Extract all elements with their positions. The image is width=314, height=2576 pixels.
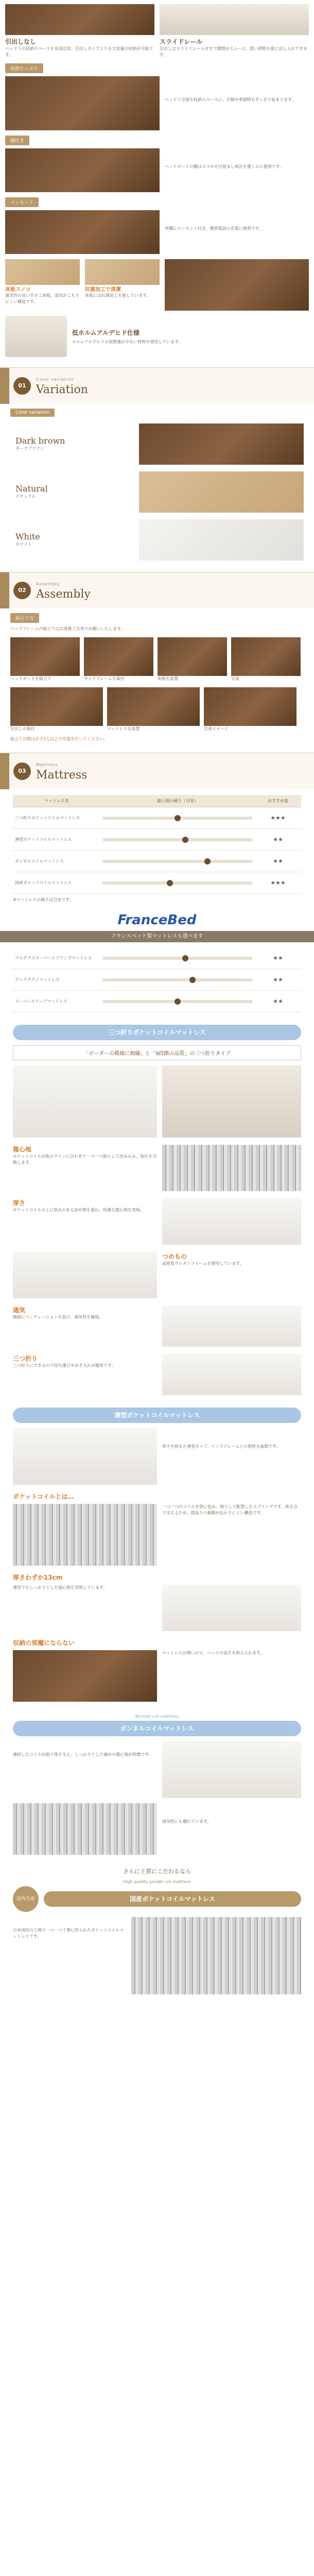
- storage-fit-photo: [13, 1650, 157, 1702]
- trifold-photo-room: [162, 1065, 301, 1138]
- assembly-step-photo: [10, 687, 103, 726]
- mattress-name: 三つ折りポケットコイルマットレス: [13, 807, 100, 829]
- trifold-point-title: つめもの: [162, 1253, 187, 1260]
- firmness-cell: [100, 829, 255, 851]
- domestic-badge: 国内生産: [13, 1886, 39, 1912]
- firmness-cell: [100, 807, 255, 829]
- feature-text-5: 宮棚にコンセント付き。携帯電話の充電に便利です。: [165, 226, 264, 231]
- firmness-marker: [182, 955, 188, 961]
- color-name-jp: ナチュラル: [15, 494, 36, 499]
- mattress-name: スーパースリープマットレス: [13, 991, 100, 1012]
- rating-stars: ★★★: [255, 807, 301, 829]
- feature-photo-8: [165, 259, 309, 311]
- firmness-marker: [204, 858, 211, 865]
- feature-photo-7: [85, 259, 160, 285]
- assembly-step-photo: [231, 637, 301, 676]
- trifold-point-text: ポケットコイルの上に厚みのある詰め物を重ね、快適な寝心地を実現。: [13, 1208, 145, 1212]
- side-tab: [0, 368, 9, 404]
- feature-text-4: ヘッドボードの棚はスマホや目覚まし時計を置くのに便利です。: [165, 164, 284, 169]
- section-number: 02: [13, 582, 31, 599]
- trifold-point-text: 三つ折りにできるので持ち運びやお手入れが簡単です。: [13, 1363, 116, 1368]
- rating-stars: ★★: [255, 851, 301, 872]
- thickness-photo: [162, 1585, 301, 1631]
- domestic-photo: [131, 1917, 301, 1994]
- feature-text-2: 引出しはスライドレール付きで開閉がスムーズ。重い荷物も楽に出し入れできます。: [160, 46, 308, 57]
- rating-stars: ★★: [255, 969, 301, 991]
- trifold-banner: 三つ折りポケットコイルマットレス: [13, 1025, 301, 1040]
- trifold-point-text: ポケットコイルが体のラインに合わせて一つ一つ独立して沈み込み、体圧を分散します。: [13, 1154, 157, 1165]
- table-row: [13, 851, 301, 872]
- francebed-logo: FranceBed: [117, 912, 197, 928]
- mattress-table: [13, 795, 301, 894]
- table-row: [13, 969, 301, 991]
- assembly-step: [107, 687, 200, 732]
- assembly-step: [10, 637, 80, 682]
- feature-title-7: 抗菌加工で清潔: [85, 287, 121, 293]
- trifold-point-text: 側面にベンチレーションを設け、通気性を確保。: [13, 1315, 103, 1319]
- assembly-step-photo: [204, 687, 296, 726]
- table-row: [13, 807, 301, 829]
- mattress-section: [0, 753, 314, 1012]
- color-name-jp: ホワイト: [15, 542, 32, 547]
- variation-item-natural: [10, 470, 304, 514]
- section-number: 03: [13, 762, 31, 780]
- domestic-text: 日本国内の工場で一つ一つ丁寧に作られたポケットコイルマットレスです。: [13, 1928, 124, 1939]
- firmness-marker: [167, 880, 173, 886]
- assembly-step-photo: [10, 637, 80, 676]
- variation-item-white: [10, 518, 304, 562]
- firmness-cell: [100, 872, 255, 894]
- assembly-step: [84, 637, 153, 682]
- assembly-label: 組立て方: [10, 613, 39, 623]
- mattress-header: [0, 753, 314, 789]
- trifold-headline: 「ボーダーの模様に刺繍」と「9段階の品質」の三つ折りタイプ: [13, 1045, 301, 1060]
- thin-pocket-section: [0, 1408, 314, 1702]
- feature-text-7: 床板には抗菌加工を施しています。: [85, 293, 151, 298]
- table-header: おすすめ度: [255, 795, 301, 807]
- bonnell-banner-sub: Bonnell coil mattress: [135, 1714, 179, 1719]
- table-header: 寝心地の硬さ（目安）: [100, 795, 255, 807]
- table-note: ※マットレスの硬さは目安です。: [13, 897, 74, 902]
- thin-pocket-text: 厚さを抑えた薄型タイプ。ベッドフレームとの相性も抜群です。: [162, 1444, 281, 1449]
- trifold-point-title: 厚さ: [13, 1199, 26, 1207]
- table-row: [13, 947, 301, 969]
- feature-title-2: スライドレール: [160, 38, 203, 45]
- assembly-step-label: マットレスを設置: [107, 726, 140, 731]
- callout-text: ホルムアルデヒドの放散量が少ない材料を使用しています。: [72, 339, 183, 344]
- feature-photo-5: [5, 210, 160, 254]
- assembly-intro: ベッドフレームの組立てはお客様ご自身でお願いいたします。: [10, 626, 125, 631]
- variation-photo-white: [139, 519, 304, 561]
- section-number: 01: [13, 377, 31, 395]
- side-tab: [0, 753, 9, 789]
- domestic-banner: 国産ポケットコイルマットレス: [44, 1891, 301, 1907]
- section-subtitle: Color variation: [36, 377, 74, 382]
- variation-item-darkbrown: [10, 422, 304, 466]
- trifold-section: [0, 1025, 314, 1395]
- bonnell-coil-photo: [13, 1803, 157, 1855]
- rating-stars: ★★★: [255, 872, 301, 894]
- firmness-marker: [175, 998, 181, 1005]
- storage-fit-text: マットレスが薄いので、ベッドの高さを抑えられます。: [162, 1651, 265, 1655]
- assembly-step-label: 完成: [231, 676, 239, 681]
- table-row: [13, 991, 301, 1012]
- intro-features: [0, 0, 314, 357]
- assembly-step-photo: [84, 637, 153, 676]
- feature-title-6: 床板スノコ: [5, 287, 31, 293]
- bonnell-banner: ボンネルコイルマットレス: [13, 1721, 301, 1736]
- bonnell-text: 連結したコイルが面で体を支え、しっかりとした硬めの寝心地が特徴です。: [13, 1752, 153, 1757]
- feature-tag-shelf: 棚付き: [5, 135, 29, 145]
- domestic-banner-sub: High quality pocket coil mattress: [123, 1879, 191, 1884]
- trifold-photo-layers: [162, 1198, 301, 1245]
- mattress-name: 薄型ポケットコイルマットレス: [13, 829, 100, 851]
- table-row: [13, 872, 301, 894]
- rating-stars: ★★: [255, 829, 301, 851]
- variation-header: [0, 367, 314, 403]
- rating-stars: ★★: [255, 991, 301, 1012]
- trifold-point-title: 寝心地: [13, 1146, 32, 1153]
- assembly-step-label: 引出しの取付: [10, 726, 35, 731]
- mattress-name: マルチラススーパースプリングマットレス: [13, 947, 100, 969]
- feature-photo-3: [5, 76, 160, 130]
- assembly-step-photo: [158, 637, 227, 676]
- callout-photo: [5, 316, 67, 357]
- assembly-step: [10, 687, 103, 732]
- coil-explain-title: ポケットコイルとは…: [13, 1493, 74, 1500]
- trifold-photo-coil: [162, 1145, 301, 1191]
- variation-label: Color variation: [10, 409, 55, 417]
- firmness-track: [102, 1000, 253, 1003]
- firmness-track: [102, 957, 253, 960]
- firmness-marker: [182, 837, 188, 843]
- rating-stars: ★★: [255, 947, 301, 969]
- table-row: [13, 829, 301, 851]
- trifold-point-title: 三つ折り: [13, 1355, 38, 1362]
- firmness-cell: [100, 947, 255, 969]
- assembly-step-photo: [107, 687, 200, 726]
- feature-text-3: ベッド下全面を収納スペースに。衣類や季節物もすっきり収まります。: [165, 97, 296, 102]
- feature-photo-4: [5, 148, 160, 192]
- variation-section: [0, 367, 314, 562]
- trifold-photo-foam: [13, 1252, 157, 1298]
- firmness-track: [102, 882, 253, 885]
- assembly-step-label: ヘッドボードを組立て: [10, 676, 51, 681]
- trifold-photo-vent: [162, 1306, 301, 1347]
- thin-pocket-banner: 薄型ポケットコイルマットレス: [13, 1408, 301, 1423]
- thickness-title: 厚さわずか13cm: [13, 1574, 63, 1581]
- feature-photo-6: [5, 259, 80, 285]
- firmness-cell: [100, 991, 255, 1012]
- table-header: マットレス名: [13, 795, 100, 807]
- section-title: Mattress: [36, 769, 88, 782]
- assembly-note: 組立ての際は必ず2人以上で作業を行ってください。: [10, 737, 108, 741]
- trifold-point-text: 高密度ウレタンフォームを使用しています。: [162, 1261, 244, 1266]
- section-title: Assembly: [36, 588, 91, 601]
- assembly-step: [158, 637, 227, 682]
- trifold-photo-main: [13, 1065, 157, 1138]
- firmness-track: [102, 817, 253, 820]
- mattress-name: ボンネルコイルマットレス: [13, 851, 100, 872]
- color-name-jp: ダークブラウン: [15, 446, 44, 451]
- side-tab: [0, 572, 9, 608]
- firmness-marker: [175, 815, 181, 821]
- assembly-step-label: 床板を設置: [158, 676, 178, 681]
- assembly-step: [204, 687, 296, 732]
- feature-tag-outlet: コンセント: [5, 197, 39, 207]
- francebed-table: [13, 947, 301, 1012]
- section-subtitle: Assembly: [36, 582, 60, 586]
- firmness-marker: [189, 977, 196, 983]
- trifold-photo-fold: [162, 1354, 301, 1395]
- assembly-section: [0, 572, 314, 742]
- feature-text-1: ベッド下の収納スペースを有効活用。引出しタイプよりも大容量の収納が可能です。: [5, 46, 153, 57]
- color-name: Natural: [15, 484, 48, 494]
- section-subtitle: Mattress: [36, 762, 58, 767]
- bonnell-section: [0, 1714, 314, 1855]
- color-name: White: [15, 532, 40, 541]
- coil-explain-text: 一つ一つのコイルを袋に包み、独立して配置したスプリングです。体を点で支えるため、寝返りの振動が伝わりにくい構造です。: [162, 1504, 298, 1515]
- color-name: Dark brown: [15, 436, 65, 446]
- feature-tag-storage: 収納たっぷり: [5, 63, 43, 73]
- assembly-step-label: サイドフレームを取付: [84, 676, 125, 681]
- firmness-track: [102, 838, 253, 841]
- bonnell-point: 通気性にも優れています。: [162, 1819, 212, 1824]
- variation-photo-darkbrown: [139, 423, 304, 465]
- assembly-step-label: 完成イメージ: [204, 726, 229, 731]
- thin-pocket-photo: [13, 1428, 157, 1485]
- variation-photo-natural: [139, 471, 304, 513]
- section-title: Variation: [36, 383, 88, 396]
- callout-title: 低ホルムアルデヒド仕様: [72, 329, 140, 336]
- trifold-point-title: 通気: [13, 1307, 26, 1314]
- thickness-text: 薄型でもしっかりとした寝心地を実現しています。: [13, 1585, 108, 1590]
- coil-explain-photo: [13, 1504, 157, 1566]
- feature-text-6: 通気性の良いすのこ床板。湿気がこもりにくい構造です。: [5, 293, 79, 304]
- feature-photo-1: [5, 4, 154, 35]
- assembly-step: [231, 637, 301, 682]
- feature-title-1: 引出しなし: [5, 38, 37, 45]
- domestic-lead: さらに上質にこだわるなら: [123, 1868, 191, 1875]
- firmness-track: [102, 860, 253, 863]
- domestic-section: [0, 1867, 314, 2005]
- firmness-cell: [100, 969, 255, 991]
- francebed-band: フランスベッド製マットレスも選べます: [0, 931, 314, 942]
- firmness-track: [102, 978, 253, 981]
- feature-photo-2: [160, 4, 309, 35]
- storage-fit-title: 収納の邪魔にならない: [13, 1639, 75, 1647]
- mattress-name: デュラテクノマットレス: [13, 969, 100, 991]
- mattress-name: 国産ポケットコイルマットレス: [13, 872, 100, 894]
- assembly-header: [0, 572, 314, 608]
- bonnell-photo: [162, 1741, 301, 1798]
- firmness-cell: [100, 851, 255, 872]
